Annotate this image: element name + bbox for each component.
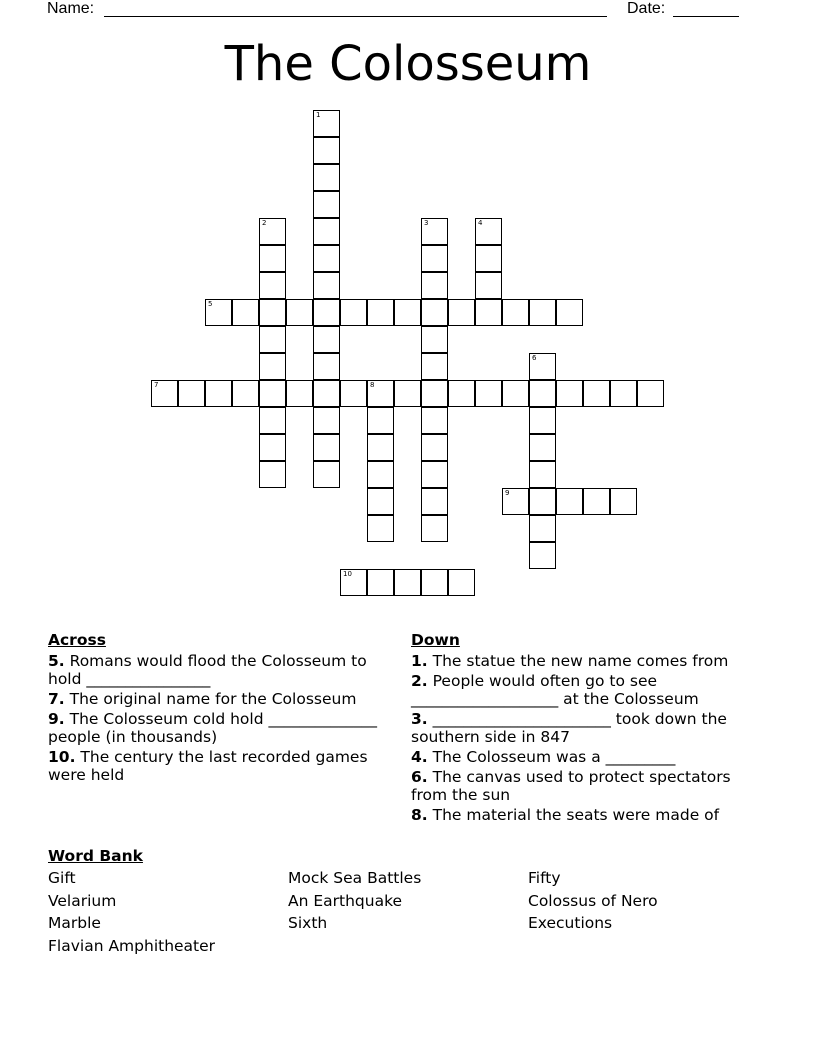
crossword-cell[interactable]	[313, 299, 340, 326]
crossword-cell[interactable]	[367, 488, 394, 515]
crossword-cell[interactable]	[259, 245, 286, 272]
crossword-cell[interactable]	[583, 488, 610, 515]
word-bank-item: Gift	[48, 869, 76, 887]
crossword-cell[interactable]	[367, 299, 394, 326]
clue-across-7: 7. The original name for the Colosseum	[48, 690, 357, 708]
cell-number: 3	[424, 219, 429, 227]
crossword-cell[interactable]	[313, 434, 340, 461]
cell-number: 5	[208, 300, 213, 308]
crossword-cell[interactable]	[421, 515, 448, 542]
word-bank-item: Velarium	[48, 892, 117, 910]
crossword-cell[interactable]	[286, 380, 313, 407]
crossword-cell[interactable]	[421, 380, 448, 407]
cell-number: 8	[370, 381, 375, 389]
crossword-cell[interactable]	[421, 434, 448, 461]
crossword-cell[interactable]	[421, 326, 448, 353]
word-bank-item: Colossus of Nero	[528, 892, 658, 910]
crossword-cell[interactable]	[313, 326, 340, 353]
cell-number: 6	[532, 354, 537, 362]
name-label: Name:	[47, 0, 95, 17]
crossword-cell[interactable]	[313, 353, 340, 380]
crossword-cell[interactable]	[610, 380, 637, 407]
crossword-cell[interactable]	[367, 380, 394, 407]
crossword-cell[interactable]	[367, 569, 394, 596]
clue-across-10: 10. The century the last recorded games were held	[48, 748, 368, 784]
crossword-cell[interactable]	[475, 299, 502, 326]
crossword-cell[interactable]	[529, 488, 556, 515]
across-clues	[48, 631, 393, 786]
cell-number: 2	[262, 219, 267, 227]
crossword-cell[interactable]	[421, 353, 448, 380]
crossword-cell[interactable]	[259, 326, 286, 353]
crossword-cell[interactable]	[529, 515, 556, 542]
crossword-cell[interactable]	[259, 353, 286, 380]
cell-number: 4	[478, 219, 483, 227]
word-bank-item: Fifty	[528, 869, 561, 887]
crossword-cell[interactable]	[529, 407, 556, 434]
clue-across-5: 5. Romans would flood the Colosseum to hold ________________	[48, 652, 367, 688]
crossword-cell[interactable]	[421, 461, 448, 488]
crossword-cell[interactable]	[502, 299, 529, 326]
crossword-cell[interactable]	[340, 569, 367, 596]
crossword-cell[interactable]	[367, 515, 394, 542]
word-bank-item: An Earthquake	[288, 892, 403, 910]
crossword-cell[interactable]	[367, 434, 394, 461]
crossword-cell[interactable]	[259, 380, 286, 407]
crossword-cell[interactable]	[448, 569, 475, 596]
crossword-cell[interactable]	[259, 461, 286, 488]
crossword-cell[interactable]	[313, 272, 340, 299]
crossword-cell[interactable]	[313, 191, 340, 218]
crossword-cell[interactable]	[448, 380, 475, 407]
crossword-cell[interactable]	[367, 407, 394, 434]
crossword-cell[interactable]	[205, 380, 232, 407]
word-bank-item: Marble	[48, 914, 101, 932]
word-bank-heading: Word Bank	[48, 847, 143, 865]
crossword-cell[interactable]	[259, 272, 286, 299]
crossword-cell[interactable]	[610, 488, 637, 515]
crossword-cell[interactable]	[421, 272, 448, 299]
cell-number: 7	[154, 381, 159, 389]
date-label: Date:	[627, 0, 666, 17]
crossword-cell[interactable]	[313, 245, 340, 272]
crossword-cell[interactable]	[529, 380, 556, 407]
crossword-cell[interactable]	[475, 245, 502, 272]
word-bank-item: Executions	[528, 914, 613, 932]
word-bank-item: Mock Sea Battles	[288, 869, 422, 887]
crossword-cell[interactable]	[529, 434, 556, 461]
crossword-cell[interactable]	[637, 380, 664, 407]
clue-down-8: 8. The material the seats were made of	[411, 806, 720, 824]
crossword-cell[interactable]	[232, 380, 259, 407]
crossword-cell[interactable]	[556, 488, 583, 515]
crossword-cell[interactable]	[529, 299, 556, 326]
crossword-cell[interactable]	[394, 380, 421, 407]
word-bank-item: Sixth	[288, 914, 328, 932]
cell-number: 9	[505, 489, 510, 497]
crossword-cell[interactable]	[421, 569, 448, 596]
crossword-cell[interactable]	[502, 488, 529, 515]
down-heading: Down	[411, 631, 460, 649]
crossword-cell[interactable]	[502, 380, 529, 407]
crossword-cell[interactable]	[178, 380, 205, 407]
cell-number: 10	[343, 570, 352, 578]
clue-down-3: 3. _______________________ took down the southern side in 847	[411, 710, 727, 746]
clue-down-4: 4. The Colosseum was a _________	[411, 748, 676, 766]
crossword-cell[interactable]	[529, 353, 556, 380]
page-title: The Colosseum	[224, 36, 592, 92]
clue-across-9: 9. The Colosseum cold hold ______________ people (in thousands)	[48, 710, 377, 746]
crossword-cell[interactable]	[475, 218, 502, 245]
crossword-cell[interactable]	[529, 461, 556, 488]
across-heading: Across	[48, 631, 106, 649]
crossword-cell[interactable]	[421, 299, 448, 326]
crossword-cell[interactable]	[313, 407, 340, 434]
crossword-cell[interactable]	[340, 299, 367, 326]
cell-number: 1	[316, 111, 321, 119]
crossword-cell[interactable]	[313, 461, 340, 488]
crossword-cell[interactable]	[259, 299, 286, 326]
crossword-cell[interactable]	[421, 488, 448, 515]
crossword-cell[interactable]	[313, 110, 340, 137]
clue-down-1: 1. The statue the new name comes from	[411, 652, 729, 670]
crossword-cell[interactable]	[475, 380, 502, 407]
crossword-cell[interactable]	[583, 380, 610, 407]
crossword-cell[interactable]	[394, 299, 421, 326]
word-bank-item: Flavian Amphitheater	[48, 937, 216, 955]
crossword-cell[interactable]	[259, 407, 286, 434]
crossword-cell[interactable]	[556, 299, 583, 326]
crossword-cell[interactable]	[421, 245, 448, 272]
crossword-cell[interactable]	[421, 218, 448, 245]
crossword-cell[interactable]	[232, 299, 259, 326]
clue-down-2: 2. People would often go to see ___________________ at the Colosseum	[411, 672, 699, 708]
crossword-cell[interactable]	[529, 542, 556, 569]
crossword-cell[interactable]	[313, 137, 340, 164]
down-clues	[411, 631, 761, 826]
crossword-cell[interactable]	[259, 218, 286, 245]
crossword-cell[interactable]	[394, 569, 421, 596]
crossword-cell[interactable]	[151, 380, 178, 407]
crossword-cell[interactable]	[367, 461, 394, 488]
crossword-cell[interactable]	[313, 380, 340, 407]
crossword-cell[interactable]	[313, 164, 340, 191]
crossword-cell[interactable]	[286, 299, 313, 326]
crossword-cell[interactable]	[448, 299, 475, 326]
crossword-cell[interactable]	[556, 380, 583, 407]
crossword-cell[interactable]	[475, 272, 502, 299]
crossword-cell[interactable]	[340, 380, 367, 407]
crossword-cell[interactable]	[205, 299, 232, 326]
clue-down-6: 6. The canvas used to protect spectators from the sun	[411, 768, 731, 804]
crossword-cell[interactable]	[259, 434, 286, 461]
crossword-cell[interactable]	[313, 218, 340, 245]
crossword-cell[interactable]	[421, 407, 448, 434]
